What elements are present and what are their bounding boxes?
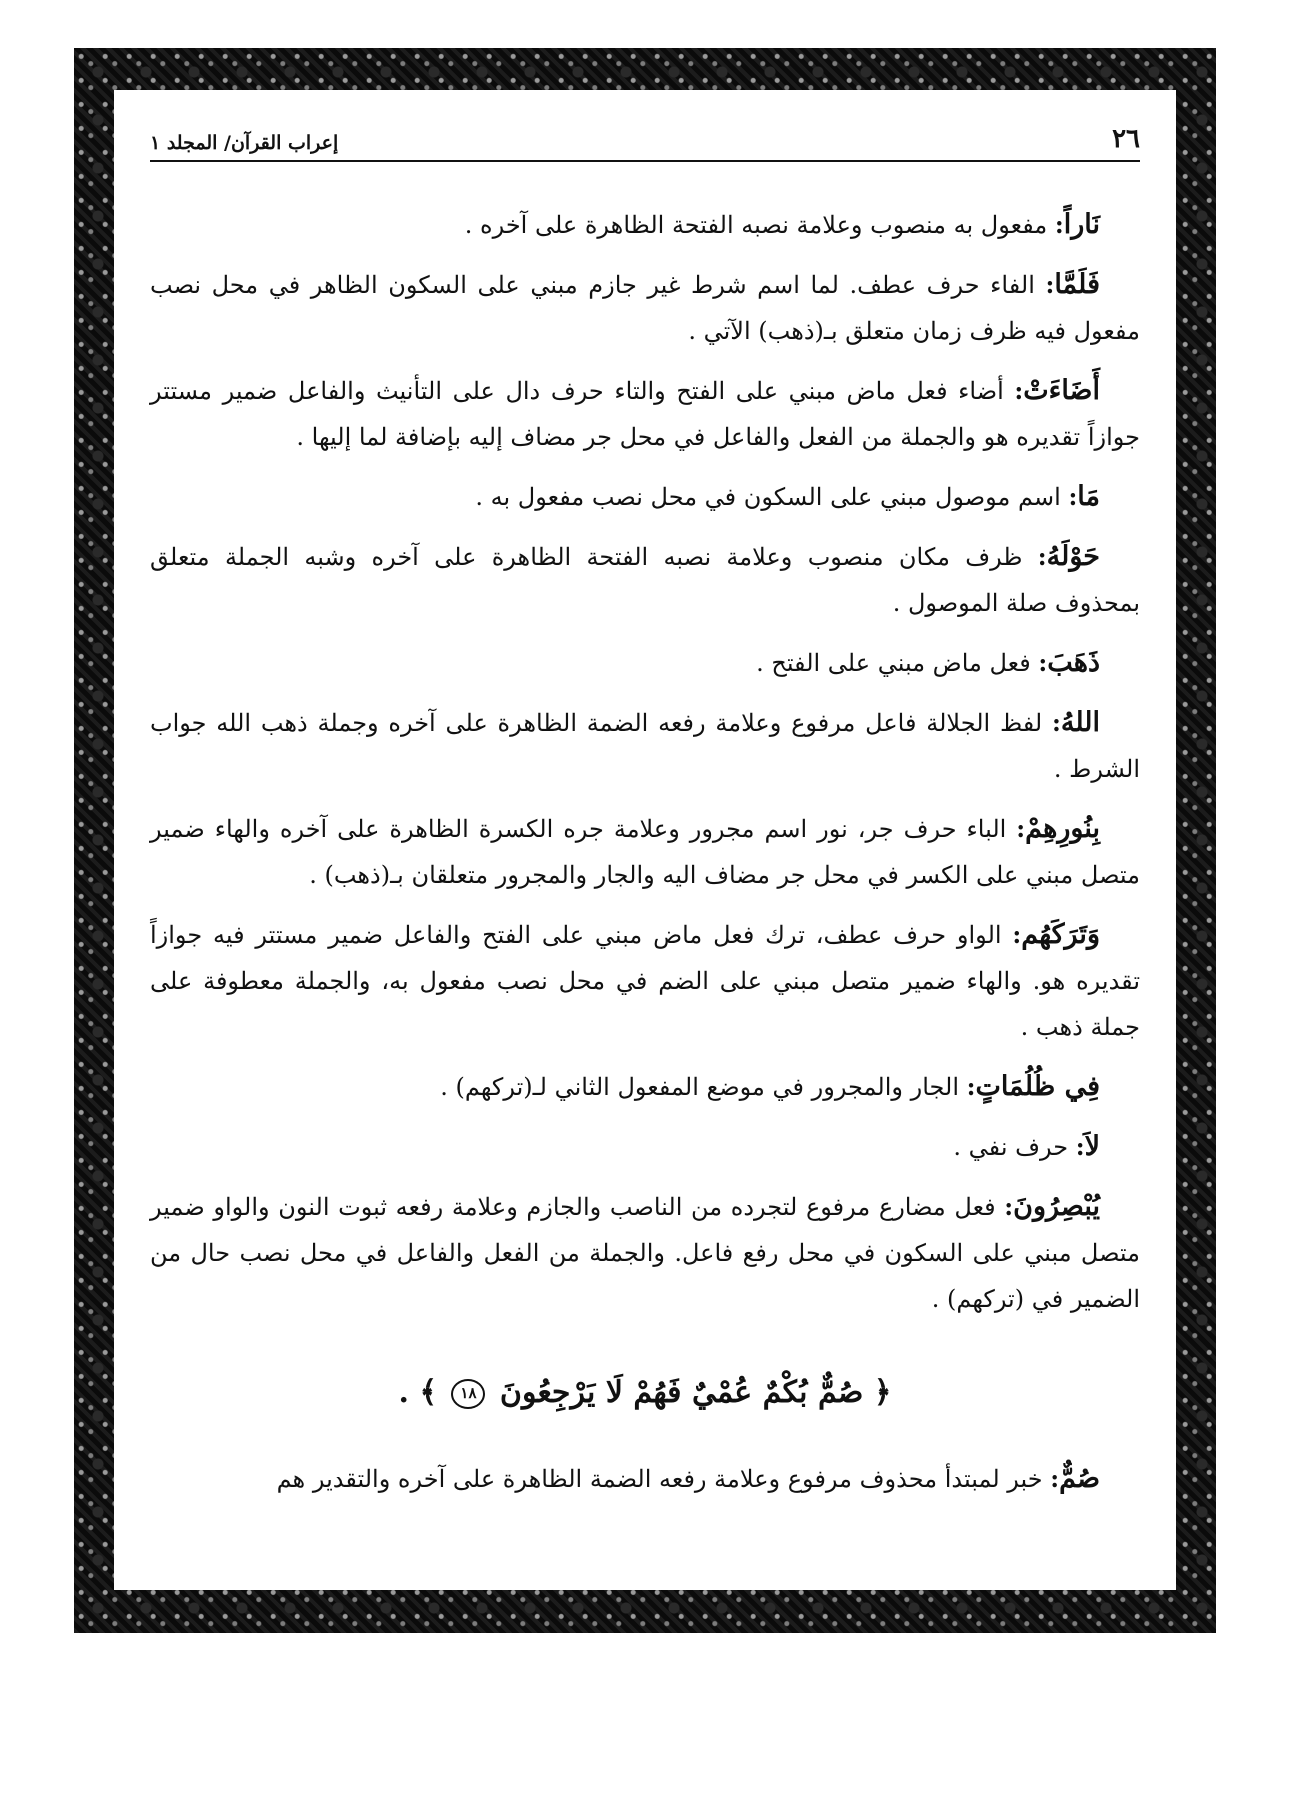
entry-term: يُبْصِرُونَ [1013, 1191, 1100, 1222]
colon: : [1012, 920, 1022, 949]
colon: : [1068, 482, 1078, 511]
colon: : [1045, 270, 1055, 299]
entry-la [150, 1124, 1140, 1170]
entry-term: حَوْلَهُ [1046, 541, 1100, 572]
entry-term: مَا [1077, 481, 1100, 512]
entry-fi-zulumat [150, 1064, 1140, 1110]
colon: : [1037, 542, 1047, 571]
entry-term: لاَ [1084, 1131, 1100, 1162]
entry-term: ذَهَبَ [1047, 647, 1100, 678]
entry-term: بِنُورِهِمْ [1025, 813, 1100, 844]
entry-ma [150, 474, 1140, 520]
entry-text: ظرف مكان منصوب وعلامة نصبه الفتحة الظاهرة على آخره وشبه الجملة متعلق بمحذوف صلة الموصول . [150, 543, 1140, 617]
colon: : [1014, 376, 1024, 405]
entry-summun [150, 1456, 1140, 1502]
entry-text: أضاء فعل ماض مبني على الفتح والتاء حرف دال على التأنيث والفاعل ضمير مستتر جوازاً تقديره هو والجملة من الفعل والفاعل في محل جر مضاف إليه بإضافة لما إليها . [150, 377, 1140, 451]
colon: : [1075, 1132, 1085, 1161]
entry-term: أَضَاءَتْ [1023, 375, 1100, 406]
entry-text: اسم موصول مبني على السكون في محل نصب مفعول به . [475, 483, 1061, 511]
colon: : [1016, 814, 1026, 843]
colon: : [1050, 1464, 1060, 1493]
entry-text: فعل ماض مبني على الفتح . [756, 649, 1031, 677]
entry-yubsirun [150, 1184, 1140, 1322]
entry-text: الفاء حرف عطف. لما اسم شرط غير جازم مبني على السكون الظاهر في محل نصب مفعول فيه ظرف زمان متعلق بـ(ذهب) الآتي . [150, 271, 1140, 345]
entry-text: فعل مضارع مرفوع لتجرده من الناصب والجازم وعلامة رفعه ثبوت النون والواو ضمير متصل مبني على السكون في محل رفع فاعل. والجملة من الفعل والفاعل في محل نصب حال من الضمير في (تركهم) . [150, 1193, 1140, 1313]
colon: : [966, 1072, 976, 1101]
entry-text: الجار والمجرور في موضع المفعول الثاني لـ(تركهم) . [440, 1073, 959, 1101]
colon: : [1051, 708, 1061, 737]
entry-dhahaba [150, 640, 1140, 686]
entry-term: اللهُ [1060, 707, 1100, 738]
entry-term: وَتَرَكَهُم [1021, 919, 1100, 950]
colon: : [1054, 210, 1064, 239]
entry-text: حرف نفي . [953, 1133, 1069, 1161]
entry-text: لفظ الجلالة فاعل مرفوع وعلامة رفعه الضمة الظاهرة على آخره وجملة ذهب الله جواب الشرط . [150, 709, 1140, 783]
entry-naran [150, 202, 1140, 248]
entry-allah [150, 700, 1140, 792]
verse-open-bracket: ﴿ [873, 1375, 892, 1410]
entry-text: الباء حرف جر، نور اسم مجرور وعلامة جره الكسرة الظاهرة على آخره والهاء ضمير متصل مبني على الكسر في محل جر مضاف اليه والجار والمجرور متعلقان بـ(ذهب) . [150, 815, 1140, 889]
entry-text: مفعول به منصوب وعلامة نصبه الفتحة الظاهرة على آخره . [464, 211, 1048, 239]
entry-term: صُمٌّ [1059, 1463, 1100, 1494]
book-title: إعراب القرآن/ المجلد ١ [150, 132, 339, 154]
entry-term: فِي ظُلُمَاتٍ [975, 1071, 1100, 1102]
entry-term: نَاراً [1063, 209, 1100, 240]
verse-period: . [398, 1375, 409, 1410]
entry-adaat [150, 368, 1140, 460]
entry-text: الواو حرف عطف، ترك فعل ماض مبني على الفتح والفاعل ضمير مستتر فيه جوازاً تقديره هو. والهاء ضمير متصل مبني على الضم في محل نصب مفعول به، والجملة معطوفة على جملة ذهب . [150, 921, 1140, 1041]
colon: : [1004, 1192, 1014, 1221]
entry-text: خبر لمبتدأ محذوف مرفوع وعلامة رفعه الضمة الظاهرة على آخره والتقدير هم [276, 1465, 1043, 1493]
entry-binurihim [150, 806, 1140, 898]
page-number: ٢٦ [1112, 124, 1140, 154]
entry-term: فَلَمَّا [1054, 269, 1100, 300]
page [114, 90, 1176, 1590]
verse-number: ١٨ [451, 1379, 485, 1409]
quran-verse [150, 1368, 1140, 1418]
entry-hawlahu [150, 534, 1140, 626]
entry-falamma [150, 262, 1140, 354]
running-header [150, 122, 1140, 162]
colon: : [1038, 648, 1048, 677]
entry-watarakahum [150, 912, 1140, 1050]
verse-text: صُمٌّ بُكْمٌ عُمْيٌ فَهُمْ لَا يَرْجِعُونَ [499, 1375, 864, 1410]
verse-close-bracket: ﴾ [419, 1375, 438, 1410]
page-body [150, 202, 1140, 1516]
